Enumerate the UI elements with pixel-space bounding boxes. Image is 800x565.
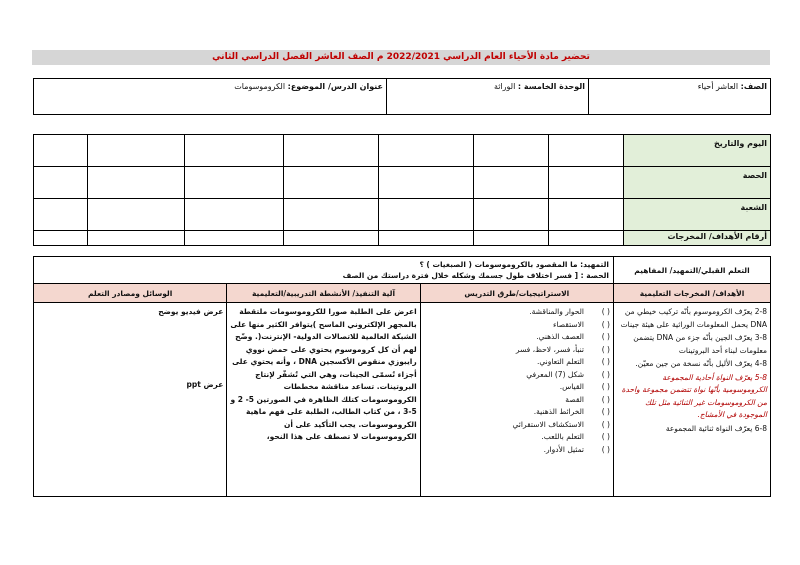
schedule-cell <box>474 166 549 198</box>
strategy-item <box>424 431 610 444</box>
schedule-label-goal-numbers: أرقام الأهداف/ المخرجات <box>624 230 771 245</box>
schedule-cell <box>34 230 88 245</box>
strategy-label: الاستقصاء <box>552 319 584 329</box>
strategy-item <box>424 369 610 382</box>
schedule-cell <box>185 135 284 167</box>
schedule-cell <box>88 135 185 167</box>
checkbox-mark[interactable]: ( ) <box>601 319 610 329</box>
strategy-item <box>424 381 610 394</box>
schedule-cell <box>379 135 474 167</box>
lesson-cell <box>34 79 387 115</box>
schedule-cell <box>34 166 88 198</box>
strategy-item <box>424 356 610 369</box>
schedule-cell <box>549 135 624 167</box>
strategy-label: الخرائط الذهنية. <box>533 407 584 416</box>
strategies-cell <box>420 303 613 497</box>
schedule-cell <box>34 198 88 230</box>
header-goals: الأهداف/ المخرجات التعليمية <box>614 284 771 303</box>
goal-item: 6-8 يعرّف النواة ثنائية المجموعة <box>665 423 767 433</box>
schedule-cell <box>474 230 549 245</box>
schedule-cell <box>88 166 185 198</box>
activities-cell <box>227 303 420 497</box>
header-resources: الوسائل ومصادر التعلم <box>34 284 227 303</box>
schedule-cell <box>549 230 624 245</box>
checkbox-mark[interactable]: ( ) <box>601 407 610 416</box>
unit-cell <box>387 79 589 115</box>
resource-item: عرض ppt <box>186 379 224 389</box>
goal-item: 3-8 يعرّف الجين بأنّه جزء من DNA يتضمن معلومات لبناء أحد البروتينات <box>633 333 767 355</box>
schedule-label-period: الحصة <box>624 166 771 198</box>
strategy-label: التعلم التعاوني. <box>537 357 584 366</box>
page-title: تحضير مادة الأحياء العام الدراسي 2022/2021 م الصف العاشر الفصل الدراسي الثاني <box>32 50 770 65</box>
header-activities: آلية التنفيذ/ الأنشطة التدريبية/التعليمية <box>227 284 420 303</box>
strategy-label: العصف الذهني. <box>536 332 584 341</box>
schedule-cell <box>185 166 284 198</box>
lesson-plan-table <box>33 256 771 497</box>
schedule-cell <box>379 230 474 245</box>
strategy-item <box>424 419 610 432</box>
checkbox-mark[interactable]: ( ) <box>601 382 610 391</box>
schedule-cell <box>284 230 379 245</box>
schedule-label-section: الشعبة <box>624 198 771 230</box>
schedule-cell <box>284 198 379 230</box>
strategy-label: تمثيل الأدوار. <box>543 444 584 454</box>
header-strategies: الاستراتيجيات/طرق التدريس <box>420 284 613 303</box>
intro-label: التعلم القبلي/التمهيد/ المفاهيم <box>614 257 771 284</box>
schedule-cell <box>284 166 379 198</box>
checkbox-mark[interactable]: ( ) <box>601 357 610 366</box>
grade-value: العاشر أحياء <box>697 82 739 91</box>
strategy-label: القصة <box>565 394 584 404</box>
schedule-cell <box>185 198 284 230</box>
schedule-cell <box>474 135 549 167</box>
checkbox-mark[interactable]: ( ) <box>601 369 610 379</box>
intro-line: الحصة : [ فسر اختلاف طول جسمك وشكله خلال فترة دراستك من الصف <box>342 271 609 280</box>
resource-item: عرض فيديو يوضح <box>158 307 224 316</box>
goal-item: 5-8 يعرّف النواة أحادية المجموعة الكروموسومية بأنّها نواة تتضمن مجموعة واحدة من الكروموسومات غير الثنائية مثل تلك الموجودة في الأمشاج. <box>621 372 767 419</box>
grade-cell <box>589 79 771 115</box>
checkbox-mark[interactable]: ( ) <box>601 432 610 441</box>
goal-item: 2-8 يعرّف الكروموسوم بأنّه تركيب خيطي من DNA يحمل المعلومات الوراثية على هيئة جينات <box>620 307 767 329</box>
lesson-info-table <box>33 78 771 115</box>
checkbox-mark[interactable]: ( ) <box>601 307 610 316</box>
checkbox-mark[interactable]: ( ) <box>601 332 610 341</box>
schedule-cell <box>474 198 549 230</box>
strategy-label: شكل (7) المعرفي <box>526 369 584 379</box>
goal-item: 4-8 يعرّف الأليل بأنّه نسخة من جين معيّن. <box>635 359 767 368</box>
schedule-cell <box>549 166 624 198</box>
resources-cell <box>34 303 227 497</box>
strategy-label: القياس. <box>559 382 584 391</box>
strategy-item <box>424 319 610 332</box>
schedule-cell <box>284 135 379 167</box>
goals-cell <box>614 303 771 497</box>
intro-line: التمهيد: ما المقصود بالكروموسومات ( الصبغيات ) ؟ <box>419 260 609 269</box>
checkbox-mark[interactable]: ( ) <box>601 344 610 354</box>
grade-label: الصف: <box>740 82 767 91</box>
strategy-item <box>424 394 610 407</box>
schedule-cell <box>88 198 185 230</box>
schedule-cell <box>379 166 474 198</box>
checkbox-mark[interactable]: ( ) <box>601 394 610 404</box>
schedule-cell <box>185 230 284 245</box>
strategy-label: الاستكشاف الاستقرائي <box>512 419 584 429</box>
schedule-cell <box>379 198 474 230</box>
strategy-item <box>424 344 610 357</box>
activities-text: اعرض على الطلبة صورا للكروموسومات ملتقطة بالمجهر الإلكتروني الماسح )يتوافر الكثير منها على الشبكة العالمية للاتصالات الدولية- الإنترنت(. وضّح لهم أن كل كروموسوم يحتوي على حمض نووي رايبوزي منقوص الأكسجين DNA ، وأنه يحتوي على أجزاء تُسمّى الجينات، وهي التي تُشفّر لإنتاج البروتينات. تساعد مناقشة مخططات الكروموسومات كتلك الظاهرة في الصورتين 5- 2 و 5-3 ، من كتاب الطالب، الطلبة على فهم ماهية الكروموسومات. يجب التأكيد على أن الكروموسومات لا تصطف على هذا النحو، <box>230 307 417 441</box>
lesson-label: عنوان الدرس/ الموضوع: <box>287 82 383 91</box>
schedule-cell <box>34 135 88 167</box>
schedule-label-day: اليوم والتاريخ <box>624 135 771 167</box>
strategy-item <box>424 331 610 344</box>
unit-label: الوحدة الخامسة : <box>517 82 585 91</box>
strategy-label: تنبأ، فسر، لاحظ، فسر <box>515 344 584 354</box>
checkbox-mark[interactable]: ( ) <box>601 419 610 429</box>
strategy-label: الحوار والمناقشة. <box>529 307 584 316</box>
unit-value: الوراثة <box>493 82 516 91</box>
lesson-value: الكروموسومات <box>234 82 286 91</box>
schedule-cell <box>549 198 624 230</box>
schedule-cell <box>88 230 185 245</box>
strategy-item <box>424 306 610 319</box>
checkbox-mark[interactable]: ( ) <box>601 444 610 454</box>
intro-content <box>34 257 614 284</box>
schedule-table <box>33 134 771 246</box>
strategy-label: التعلم باللعب. <box>541 432 584 441</box>
strategy-item <box>424 406 610 419</box>
strategy-item <box>424 444 610 457</box>
